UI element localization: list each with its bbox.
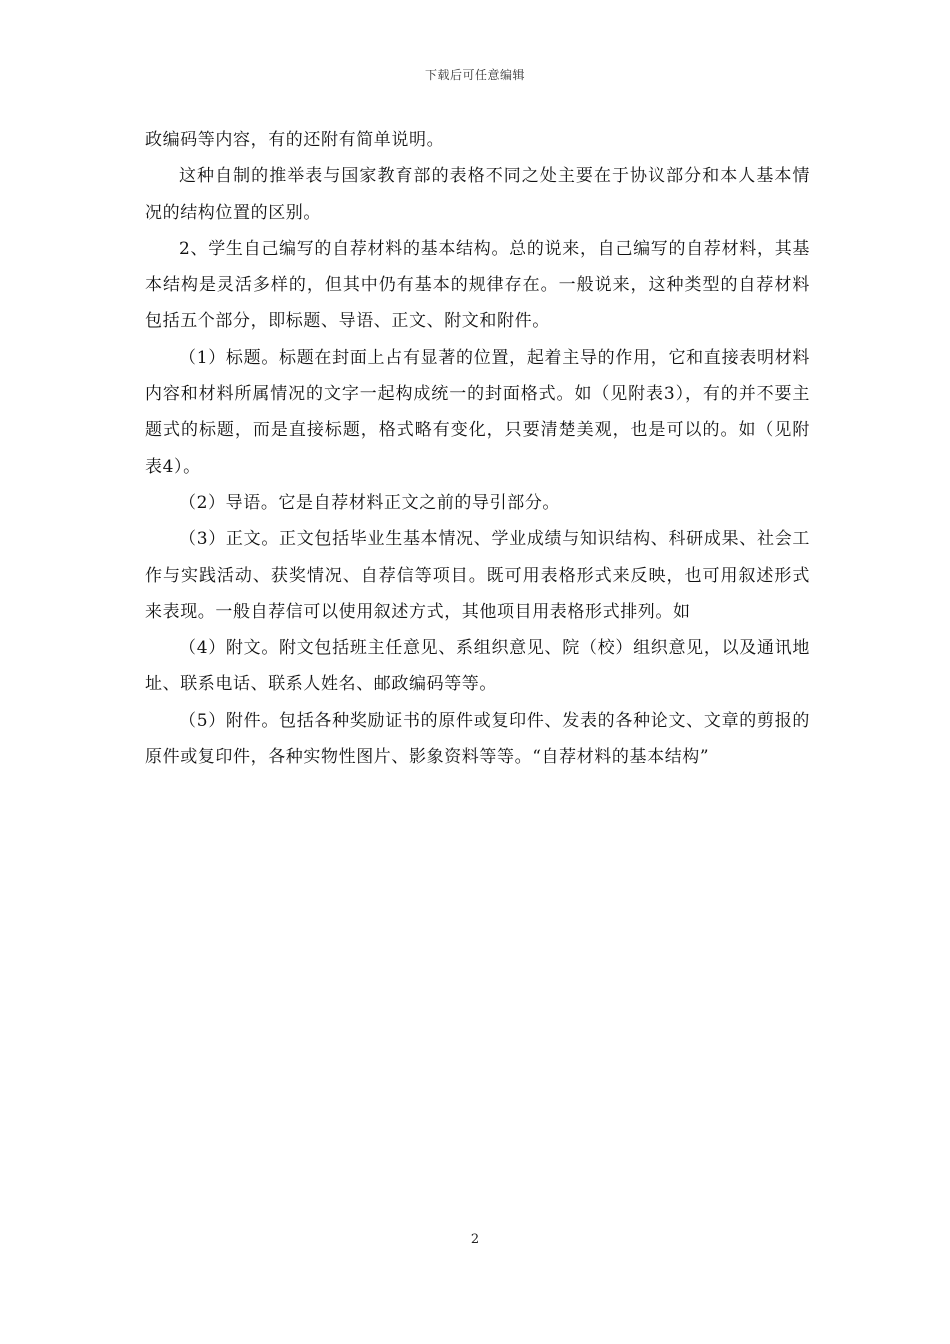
paragraph-3: 2、学生自己编写的自荐材料的基本结构。总的说来，自己编写的自荐材料，其基本结构是灵活多样的，但其中仍有基本的规律存在。一般说来，这种类型的自荐材料包括五个部分，即标题、导语、正文、附文和附件。 — [145, 238, 810, 332]
paragraph-5: （2）导语。它是自荐材料正文之前的导引部分。 — [179, 492, 561, 513]
paragraph-1: 政编码等内容，有的还附有简单说明。 — [145, 130, 445, 150]
paragraph-2: 这种自制的推举表与国家教育部的表格不同之处主要在于协议部分和本人基本情况的结构位置的区别。 — [145, 166, 810, 223]
paragraph-7: （4）附文。附文包括班主任意见、系组织意见、院（校）组织意见，以及通讯地址、联系电话、联系人姓名、邮政编码等等。 — [145, 638, 810, 695]
page-header: 下载后可任意编辑 — [424, 68, 525, 82]
paragraph-8: （5）附件。包括各种奖励证书的原件或复印件、发表的各种论文、文章的剪报的原件或复印件，各种实物性图片、影象资料等等。“自荐材料的基本结构” — [145, 710, 810, 768]
page-number: 2 — [470, 1232, 480, 1247]
paragraph-4: （1）标题。标题在封面上占有显著的位置，起着主导的作用，它和直接表明材料内容和材料所属情况的文字一起构成统一的封面格式。如（见附表3），有的并不要主题式的标题，而是直接标题，格式略有变化，只要清楚美观，也是可以的。如（见附表4）。 — [145, 347, 810, 477]
paragraph-6: （3）正文。正文包括毕业生基本情况、学业成绩与知识结构、科研成果、社会工作与实践活动、获奖情况、自荐信等项目。既可用表格形式来反映，也可用叙述形式来表现。一般自荐信可以使用叙述方式，其他项目用表格形式排列。如 — [145, 529, 810, 622]
document-body — [145, 122, 810, 775]
